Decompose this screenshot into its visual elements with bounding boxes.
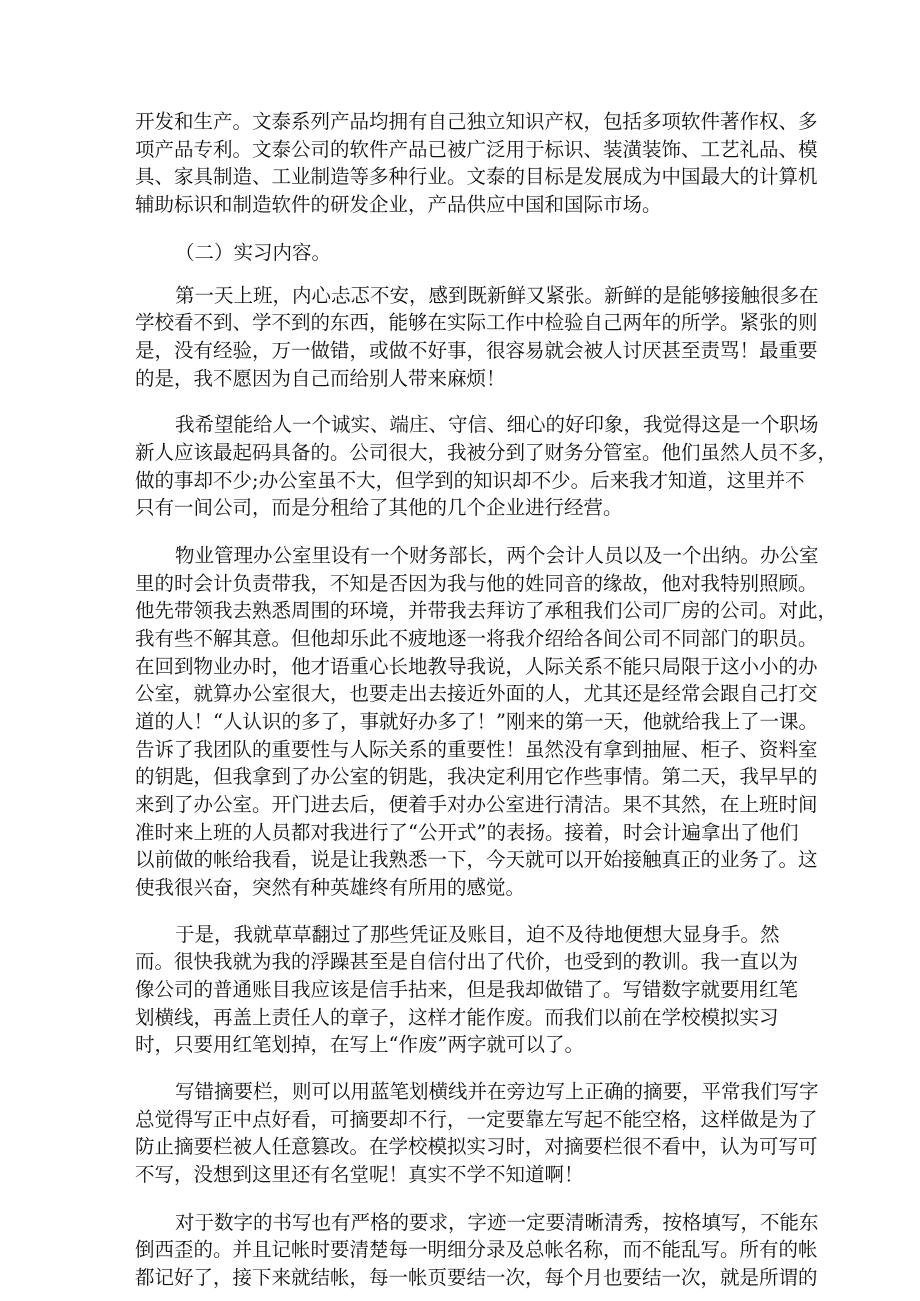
text-line: 准时来上班的人员都对我进行了“公开式”的表扬。接着，时会计遍拿出了他们 (135, 820, 799, 844)
text-line: 在回到物业办时，他才语重心长地教导我说，人际关系不能只局限于这小小的办 (135, 654, 818, 678)
text-line: 的钥匙，但我拿到了办公室的钥匙，我决定利用它作些事情。第二天，我早早的 (135, 765, 818, 789)
text-line: 公室，就算办公室很大，也要走出去接近外面的人，尤其还是经常会跟自己打交 (135, 682, 818, 706)
text-line: 对于数字的书写也有严格的要求，字迹一定要清晰清秀，按格填写，不能东 (175, 1210, 819, 1234)
text-line: 以前做的帐给我看，说是让我熟悉一下，今天就可以开始接触真正的业务了。这 (135, 848, 818, 872)
text-line: 告诉了我团队的重要性与人际关系的重要性！虽然没有拿到抽屉、柜子、资料室 (135, 737, 818, 761)
text-line: 防止摘要栏被人任意篡改。在学校模拟实习时，对摘要栏很不看中，认为可写可 (135, 1135, 818, 1159)
text-line: 辅助标识和制造软件的研发企业，产品供应中国和国际市场。 (135, 193, 662, 216)
text-line: 项产品专利。文泰公司的软件产品已被广泛用于标识、装潢装饰、工艺礼品、模 (135, 137, 818, 161)
text-line: 都记好了，接下来就结帐，每一帐页要结一次，每个月也要结一次，就是所谓的 (135, 1266, 818, 1289)
text-line: 倒西歪的。并且记帐时要清楚每一明细分录及总帐名称，而不能乱写。所有的帐 (135, 1238, 818, 1262)
text-line: 他先带领我去熟悉周围的环境，并带我去拜访了承租我们公司厂房的公司。对此， (135, 599, 838, 623)
text-line: 写错摘要栏，则可以用蓝笔划横线并在旁边写上正确的摘要，平常我们写字 (175, 1080, 819, 1103)
text-line: 我希望能给人一个诚实、端庄、守信、细心的好印象，我觉得这是一个职场 (175, 413, 819, 437)
text-line: 时，只要用红笔划掉，在写上“作废”两字就可以了。 (135, 1033, 584, 1057)
text-line: 的是，我不愿因为自己而给别人带来麻烦！ (135, 366, 506, 390)
text-line: 使我很兴奋，突然有种英雄终有所用的感觉。 (135, 875, 526, 899)
text-line: 来到了办公室。开门进去后，便着手对办公室进行清洁。果不其然，在上班时间 (135, 792, 818, 816)
text-line: 而。很快我就为我的浮躁甚至是自信付出了代价，也受到的教训。我一直以为 (135, 950, 799, 974)
section-heading: （二）实习内容。 (175, 240, 332, 264)
text-line: 物业管理办公室里设有一个财务部长，两个会计人员以及一个出纳。办公室 (175, 544, 819, 567)
text-line: 划横线，再盖上责任人的章子，这样才能作废。而我们以前在学校模拟实习 (135, 1005, 779, 1029)
text-line: 总觉得写正中点好看，可摘要却不行，一定要靠左写起不能空格，这样做是为了 (135, 1107, 818, 1131)
text-line: 具、家具制造、工业制造等多种行业。文泰的目标是发展成为中国最大的计算机 (135, 165, 818, 189)
text-line: 新人应该最起码具备的。公司很大，我被分到了财务分管室。他们虽然人员不多， (135, 441, 838, 464)
text-line: 做的事却不少;办公室虽不大，但学到的知识却不少。后来我才知道，这里并不 (135, 468, 805, 492)
text-line: 开发和生产。文泰系列产品均拥有自己独立知识产权，包括多项软件著作权、多 (135, 110, 818, 133)
text-line: 只有一间公司，而是分租给了其他的几个企业进行经营。 (135, 496, 623, 520)
text-line: 学校看不到、学不到的东西，能够在实际工作中检验自己两年的所学。紧张的则 (135, 311, 818, 335)
text-line: 是，没有经验，万一做错，或做不好事，很容易就会被人讨厌甚至责骂！最重要 (135, 338, 818, 362)
text-line: 像公司的普通账目我应该是信手拈来，但是我却做错了。写错数字就要用红笔 (135, 978, 799, 1001)
text-line: 道的人！“人认识的多了，事就好办多了！”刚来的第一天，他就给我上了一课。 (135, 709, 818, 733)
text-line: 于是，我就草草翻过了那些凭证及账目，迫不及待地便想大显身手。然 (175, 922, 780, 946)
text-line: 不写，没想到这里还有名堂呢！真实不学不知道啊！ (135, 1163, 584, 1186)
text-line: 我有些不解其意。但他却乐此不疲地逐一将我介绍给各间公司不同部门的职员。 (135, 627, 818, 650)
text-line: 里的时会计负责带我，不知是否因为我与他的姓同音的缘故，他对我特别照顾。 (135, 571, 818, 595)
text-line: 第一天上班，内心忐忑不安，感到既新鲜又紧张。新鲜的是能够接触很多在 (175, 283, 819, 307)
